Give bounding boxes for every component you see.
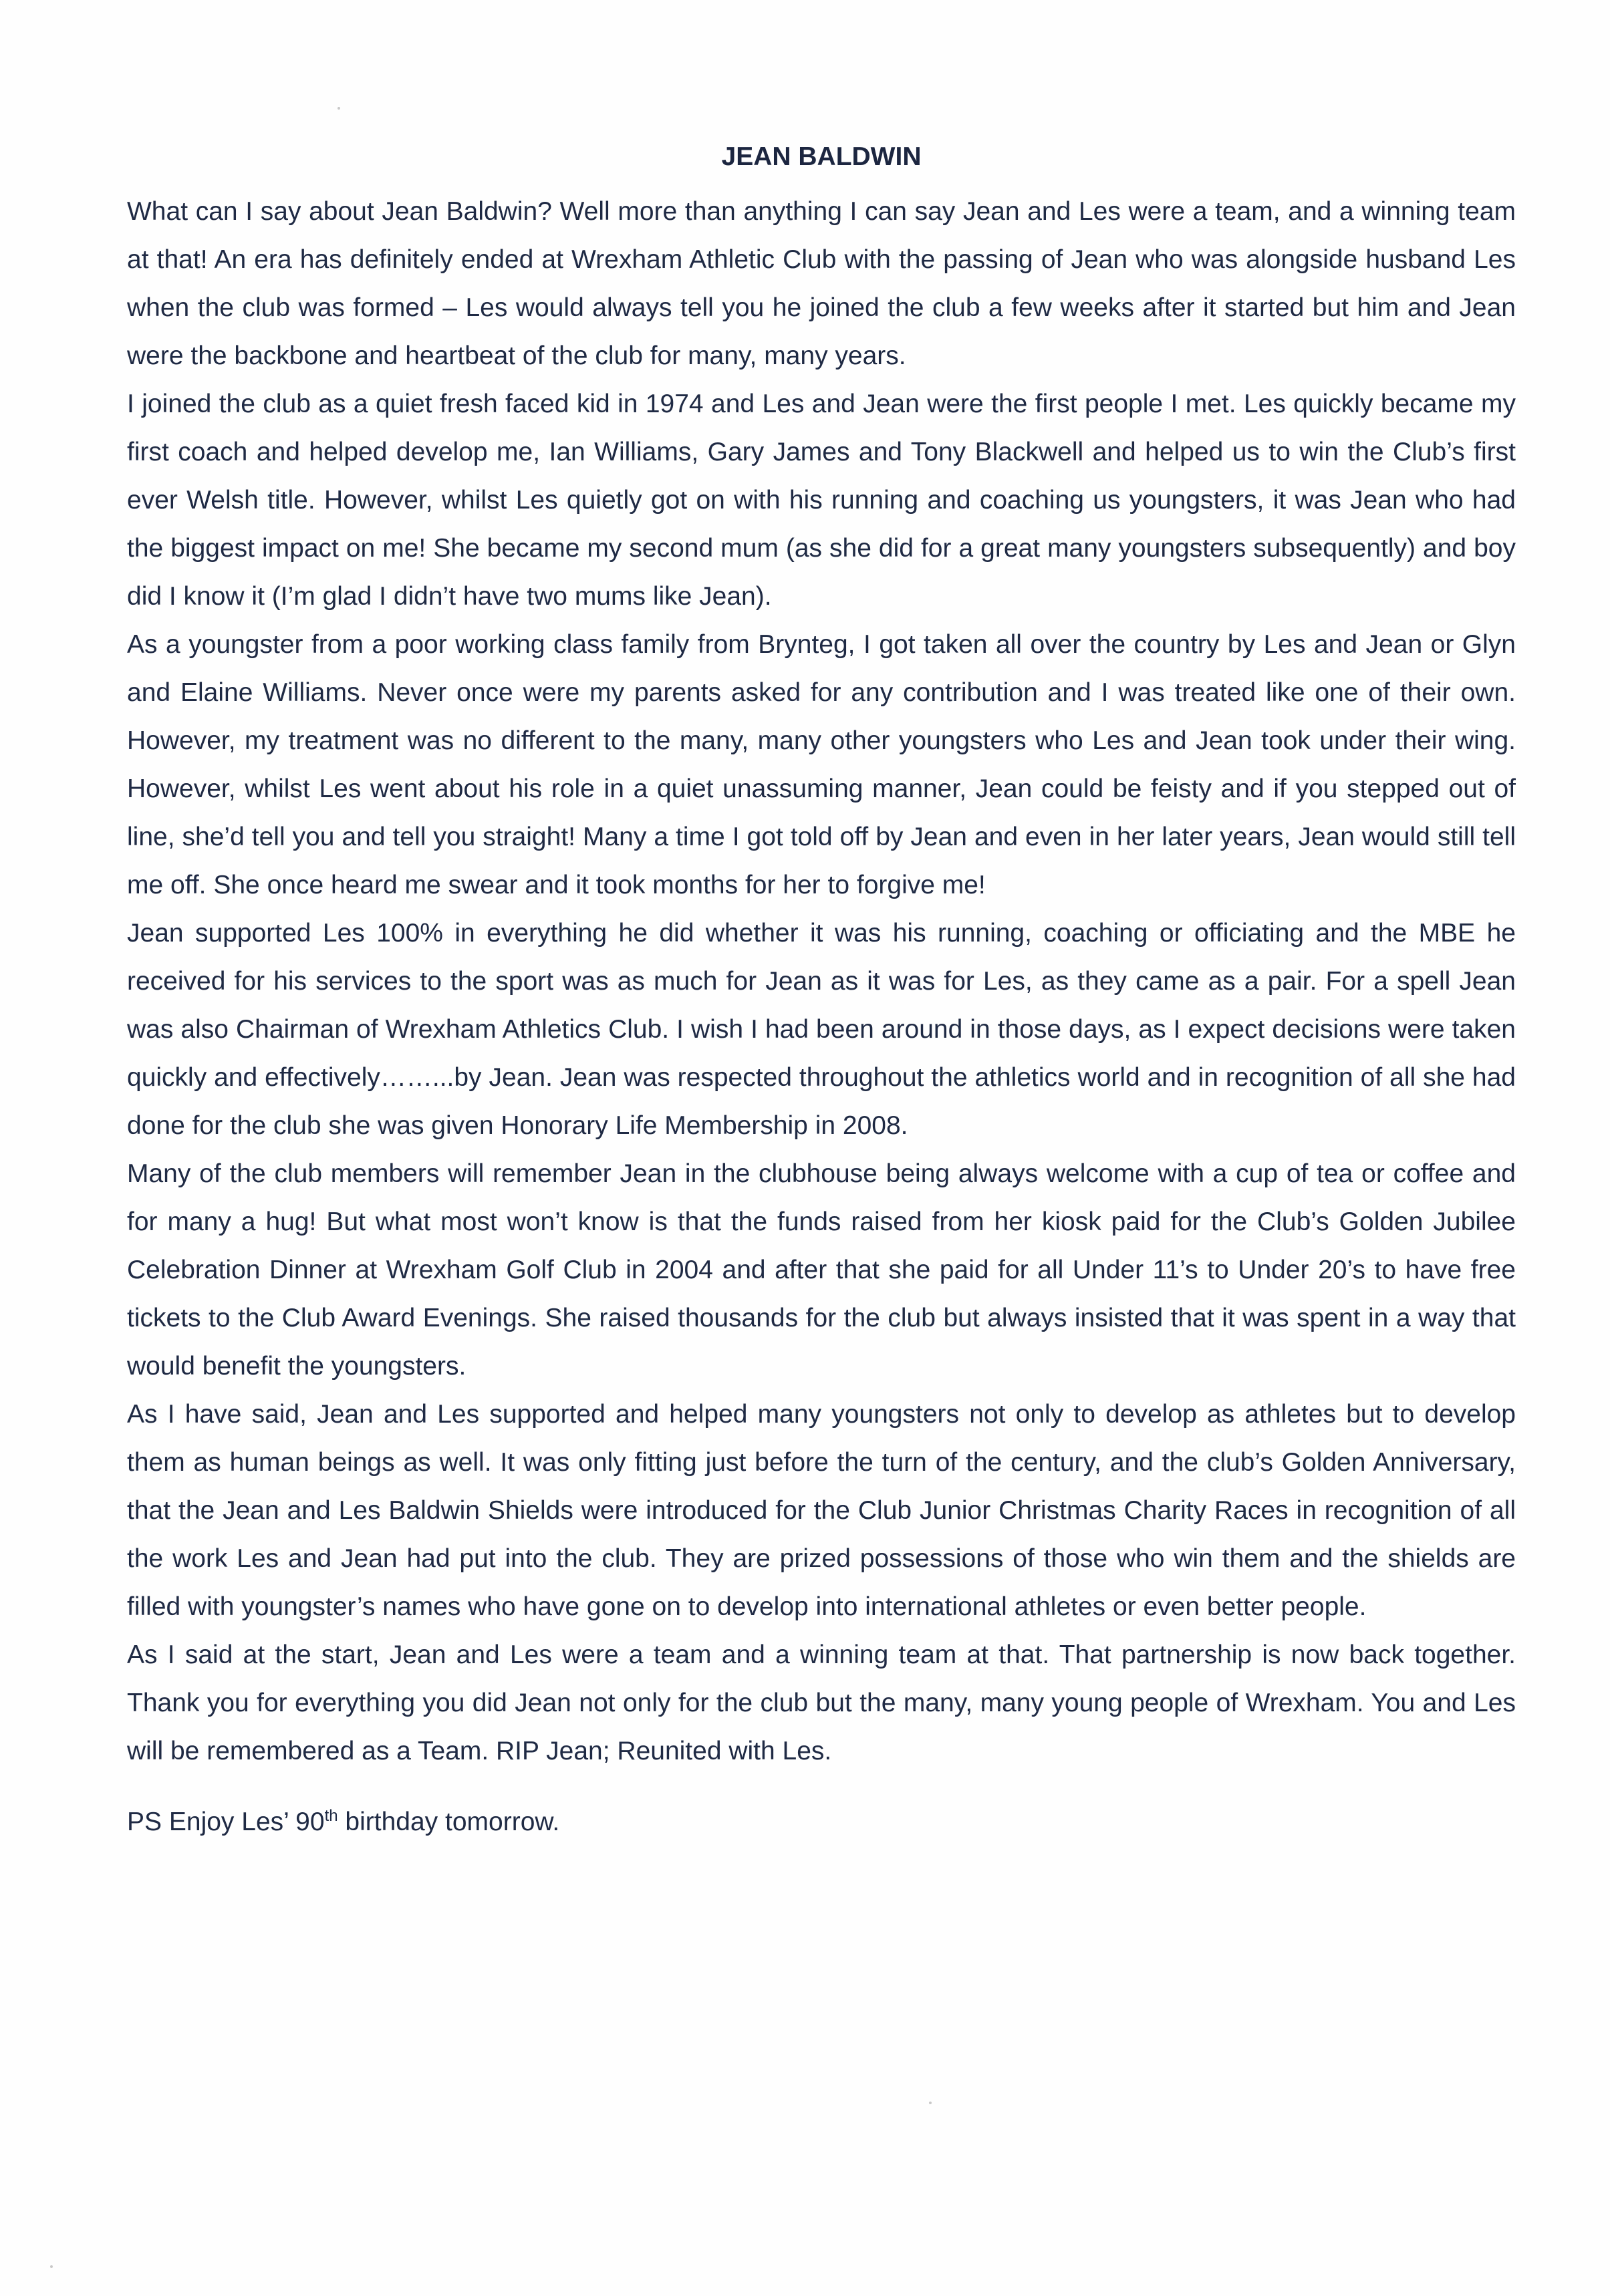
postscript-superscript: th bbox=[324, 1807, 338, 1825]
paragraph-2: I joined the club as a quiet fresh faced kid in 1974 and Les and Jean were the first people I met. Les quickly became my first coach and helped develop me, Ian Williams, Gary James and Tony Blackwell and helped us to win the Club’s first ever Welsh title. However, whilst Les quietly got on with his running and coaching us youngsters, it was Jean who had the biggest impact on me! She became my second mum (as she did for a great many youngsters subsequently) and boy did I know it (I’m glad I didn’t have two mums like Jean). bbox=[127, 390, 1516, 611]
paragraph-1: What can I say about Jean Baldwin? Well more than anything I can say Jean and Les were a team, and a winning team at that! An era has definitely ended at Wrexham Athletic Club with the passing of Jean who was alongside husband Les when the club was formed – Les would always tell you he joined the club a few weeks after it started but him and Jean were the backbone and heartbeat of the club for many, many years. bbox=[127, 197, 1516, 370]
paragraph-4: Jean supported Les 100% in everything he did whether it was his running, coaching or officiating and the MBE he received for his services to the sport was as much for Jean as it was for Les, as they came as a pair. For a spell Jean was also Chairman of Wrexham Athletics Club. I wish I had been around in those days, as I expect decisions were taken quickly and effectively……...by Jean. Jean was respected throughout the athletics world and in recognition of all she had done for the club she was given Honorary Life Membership in 2008. bbox=[127, 919, 1516, 1140]
postscript bbox=[127, 1798, 1516, 1846]
postscript-text: PS Enjoy Les’ 90 bbox=[127, 1808, 325, 1836]
document-body bbox=[127, 137, 1516, 1846]
paragraph-3: As a youngster from a poor working class family from Brynteg, I got taken all over the country by Les and Jean or Glyn and Elaine Williams. Never once were my parents asked for any contribution and I was treated like one of their own. However, my treatment was no different to the many, many other youngsters who Les and Jean took under their wing. However, whilst Les went about his role in a quiet unassuming manner, Jean could be feisty and if you stepped out of line, she’d tell you and tell you straight! Many a time I got told off by Jean and even in her later years, Jean would still tell me off. She once heard me swear and it took months for her to forgive me! bbox=[127, 630, 1516, 899]
scan-speck bbox=[338, 107, 340, 110]
paragraph-5: Many of the club members will remember Jean in the clubhouse being always welcome with a cup of tea or coffee and for many a hug! But what most won’t know is that the funds raised from her kiosk paid for the Club’s Golden Jubilee Celebration Dinner at Wrexham Golf Club in 2004 and after that she paid for all Under 11’s to Under 20’s to have free tickets to the Club Award Evenings. She raised thousands for the club but always insisted that it was spent in a way that would benefit the youngsters. bbox=[127, 1159, 1516, 1381]
paragraph-6: As I have said, Jean and Les supported and helped many youngsters not only to develop as athletes but to develop them as human beings as well. It was only fitting just before the turn of the century, and the club’s Golden Anniversary, that the Jean and Les Baldwin Shields were introduced for the Club Junior Christmas Charity Races in recognition of all the work Les and Jean had put into the club. They are prized possessions of those who win them and the shields are filled with youngster’s names who have gone on to develop into international athletes or even better people. bbox=[127, 1400, 1516, 1621]
scan-speck bbox=[929, 2102, 932, 2104]
postscript-text-end: birthday tomorrow. bbox=[338, 1808, 560, 1836]
document-title: JEAN BALDWIN bbox=[721, 142, 922, 171]
paragraph-7: As I said at the start, Jean and Les were a team and a winning team at that. That partnership is now back together. Thank you for everything you did Jean not only for the club but the many, many young people of Wrexham. You and Les will be remembered as a Team. RIP Jean; Reunited with Les. bbox=[127, 1640, 1516, 1765]
scan-speck bbox=[50, 2265, 53, 2268]
